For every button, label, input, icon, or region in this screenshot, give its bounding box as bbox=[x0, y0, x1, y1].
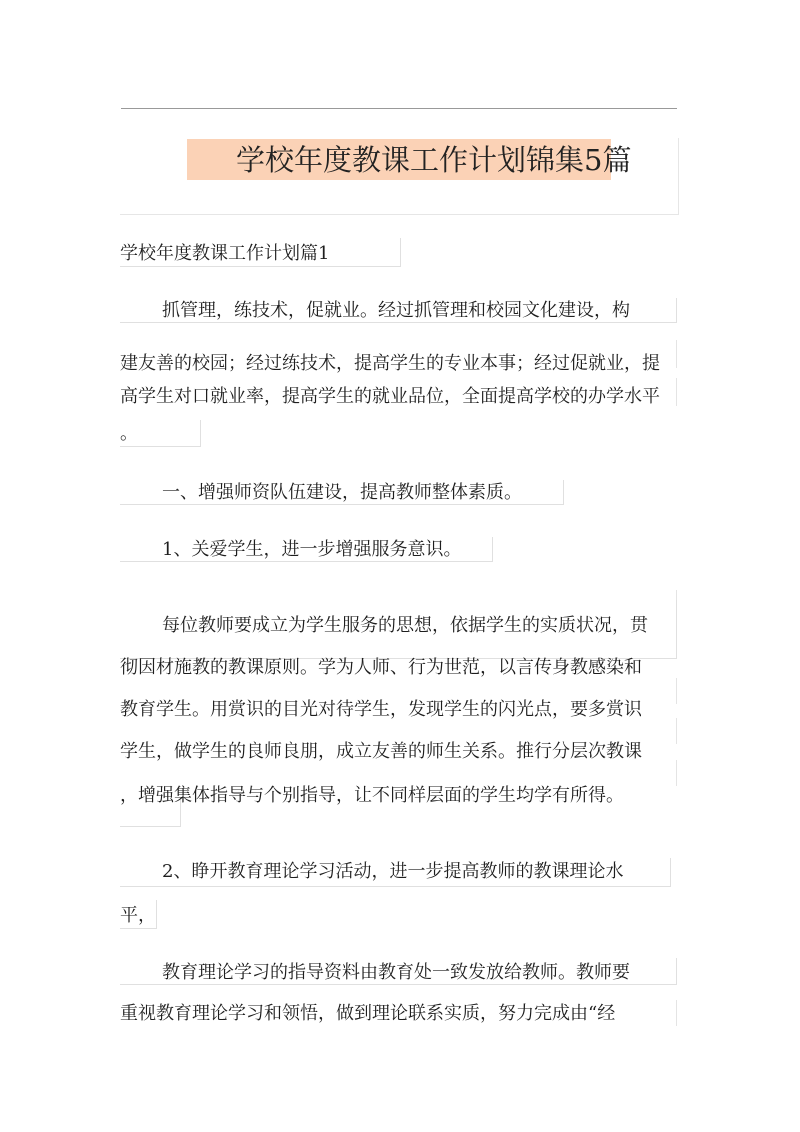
intro-line: 。 bbox=[120, 423, 138, 444]
section-heading: 学校年度教课工作计划篇1 bbox=[120, 243, 330, 264]
header-rule bbox=[121, 108, 677, 109]
intro-line: 高学生对口就业率，提高学生的就业品位，全面提高学校的办学水平 bbox=[120, 386, 660, 407]
margin-mark bbox=[676, 1000, 677, 1026]
subheading-1: 1、关爱学生，进一步增强服务意识。 bbox=[162, 539, 462, 560]
margin-mark bbox=[676, 340, 677, 368]
paragraph-2-line: 教育理论学习的指导资料由教育处一致发放给教师。教师要 bbox=[162, 962, 630, 983]
paragraph-1-line: 每位教师要成立为学生服务的思想，依据学生的实质状况，贯 bbox=[162, 615, 648, 636]
document-title: 学校年度教课工作计划锦集5篇 bbox=[236, 143, 632, 177]
paragraph-1-line: 学生，做学生的良师良朋，成立友善的师生关系。推行分层次教课 bbox=[120, 741, 642, 762]
margin-mark bbox=[676, 760, 677, 786]
paragraph-1-line: ，增强集体指导与个别指导，让不同样层面的学生均学有所得。 bbox=[120, 785, 624, 806]
margin-mark bbox=[676, 678, 677, 704]
paragraph-2-line: 重视教育理论学习和领悟，做到理论联系实质，努力完成由“经 bbox=[120, 1003, 616, 1024]
intro-line: 抓管理，练技术，促就业。经过抓管理和校园文化建设，构 bbox=[162, 300, 630, 321]
subheading-2-line: 平， bbox=[120, 905, 156, 926]
paragraph-1-line: 彻因材施教的教课原则。学为人师、行为世范，以言传身教感染和 bbox=[120, 657, 642, 678]
subheading-2-line: 2、睁开教育理论学习活动，进一步提高教师的教课理论水 bbox=[162, 861, 624, 882]
heading-1: 一、增强师资队伍建设，提高教师整体素质。 bbox=[162, 482, 522, 503]
paragraph-1-line: 教育学生。用赏识的目光对待学生，发现学生的闪光点，要多赏识 bbox=[120, 699, 642, 720]
margin-mark bbox=[676, 718, 677, 744]
intro-line: 建友善的校园；经过练技术，提高学生的专业本事；经过促就业，提 bbox=[120, 353, 660, 374]
margin-mark bbox=[676, 378, 677, 406]
